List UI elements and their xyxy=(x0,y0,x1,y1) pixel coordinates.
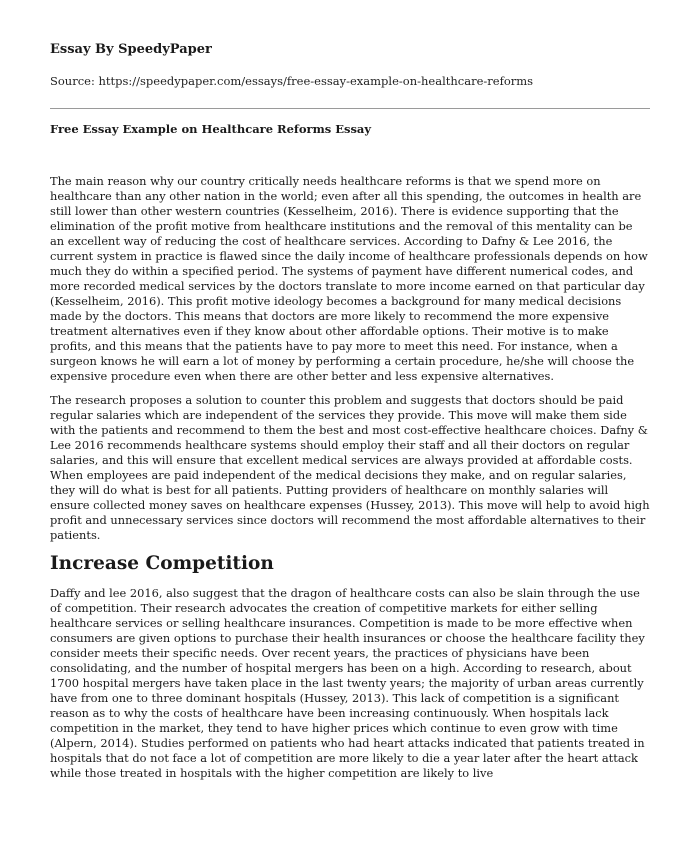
section-heading: Increase Competition xyxy=(50,553,274,574)
section-paragraph: Daffy and lee 2016, also suggest that the dragon of healthcare costs can also be slain through the use of competition. Their research advocates the creation of competitive markets for either selling healthcare services or selling healthcare insurances. Competition is made to be more effective when consumers are given options to purchase their health insurances or choose the healthcare facility they consider meets their specific needs. Over recent years, the practices of physicians have been consolidating, and the number of hospital mergers has been on a high. According to research, about 1700 hospital mergers have taken place in the last twenty years; the majority of urban areas currently have from one to three dominant hospitals (Hussey, 2013). This lack of competition is a significant reason as to why the costs of healthcare have been increasing continuously. When hospitals lack competition in the market, they tend to have higher prices which continue to even grow with time (Alpern, 2014). Studies performed on patients who had heart attacks indicated that patients treated in hospitals that do not face a lot of competition are more likely to die a year later after the heart attack while those treated in hospitals with the higher competition are likely to live xyxy=(50,586,645,780)
essay-title: Free Essay Example on Healthcare Reforms Essay xyxy=(50,122,372,136)
source-line: Source: https://speedypaper.com/essays/free-essay-example-on-healthcare-reforms xyxy=(50,74,534,88)
body-paragraph: The research proposes a solution to counter this problem and suggests that doctors should be paid regular salaries which are independent of the services they provide. This move will make them side with the patients and recommend to them the best and most cost-effective healthcare choices. Dafny & Lee 2016 recommends healthcare systems should employ their staff and all their doctors on regular salaries, and this will ensure that excellent medical services are always provided at affordable costs. When employees are paid independent of the medical decisions they make, and on regular salaries, they will do what is best for all patients. Putting providers of healthcare on monthly salaries will ensure collected money saves on healthcare expenses (Hussey, 2013). This move will help to avoid high profit and unnecessary services since doctors will recommend the most affordable alternatives to their patients. xyxy=(50,393,650,542)
body-paragraph: The main reason why our country critically needs healthcare reforms is that we spend more on healthcare than any other nation in the world; even after all this spending, the outcomes in health are still lower than other western countries (Kesselheim, 2016). There is evidence supporting that the elimination of the profit motive from healthcare institutions and the removal of this mentality can be an excellent way of reducing the cost of healthcare services. According to Dafny & Lee 2016, the current system in practice is flawed since the daily income of healthcare professionals depends on how much they do within a specified period. The systems of payment have different numerical codes, and more recorded medical services by the doctors translate to more income earned on that particular day (Kesselheim, 2016). This profit motive ideology becomes a background for many medical decisions made by the doctors. This means that doctors are more likely to recommend the more expensive treatment alternatives even if they know about other affordable options. Their motive is to make profits, and this means that the patients have to pay more to meet this need. For instance, when a surgeon knows he will earn a lot of money by performing a certain procedure, he/she will choose the expensive procedure even when there are other better and less expensive alternatives. xyxy=(50,174,648,383)
header-divider xyxy=(50,108,650,109)
brand-title: Essay By SpeedyPaper xyxy=(50,42,212,57)
